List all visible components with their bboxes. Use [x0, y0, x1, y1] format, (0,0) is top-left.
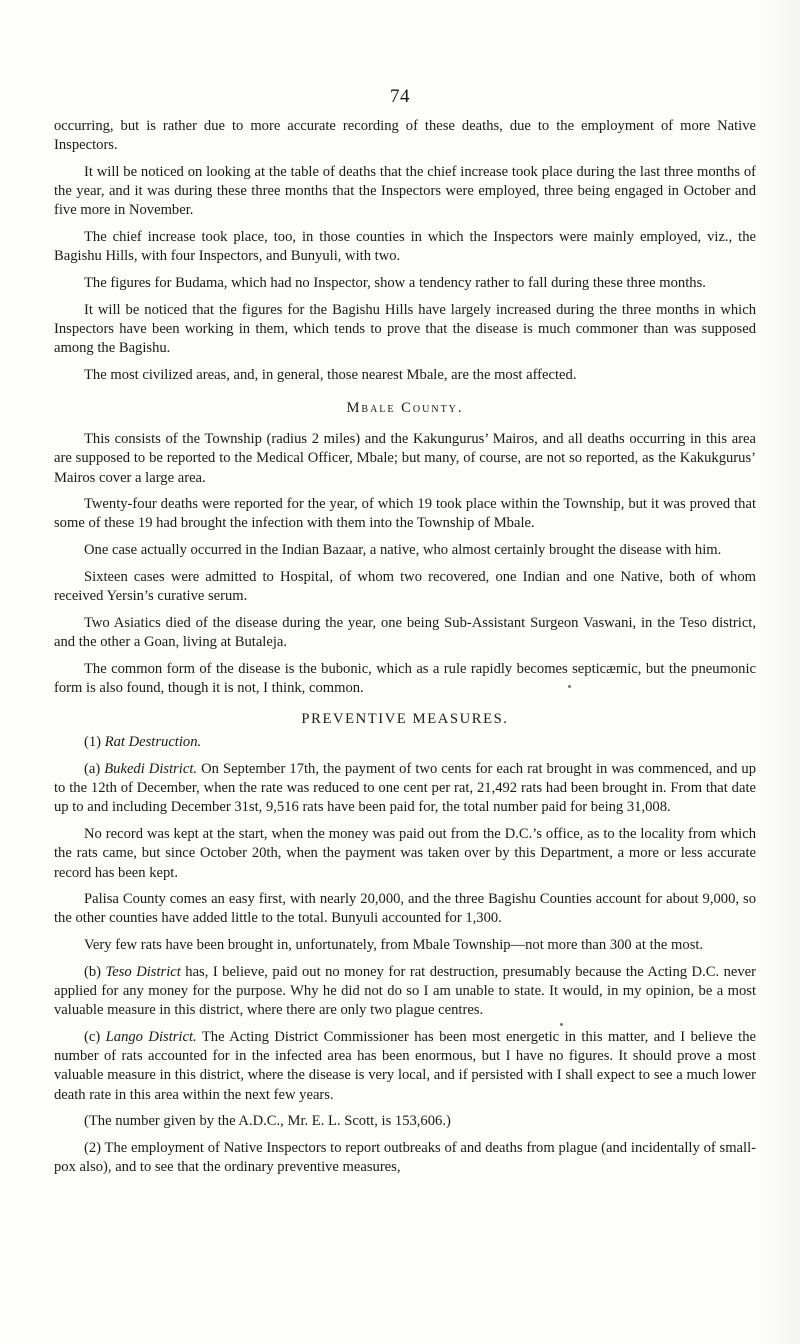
paragraph: It will be noticed on looking at the table of deaths that the chief increase took place during the last three months of the year, and it was during these three months that the Inspectors were employed, three being engaged in October and five more in November.	[54, 163, 756, 219]
paragraph: Sixteen cases were admitted to Hospital, of whom two recovered, one Indian and one Native, both of whom received Yersin’s curative serum.	[54, 568, 756, 605]
paragraph: One case actually occurred in the Indian Bazaar, a native, who almost certainly brought the disease with him.	[84, 542, 722, 559]
paragraph: Two Asiatics died of the disease during the year, one being Sub-Assistant Surgeon Vaswani, in the Teso district, and the other a Goan, living at Butaleja.	[54, 614, 756, 650]
paragraph: (2) The employment of Native Inspectors to report outbreaks of and deaths from plague (and incidentally of small-pox also), and to see that the ordinary preventive measures,	[54, 1139, 756, 1176]
paragraph: No record was kept at the start, when the money was paid out from the D.C.’s office, as to the locality from which the rats came, but since October 20th, when the payment was taken over by this Department, a more or less accurate record has been kept.	[54, 826, 756, 881]
margin-speck	[568, 685, 571, 688]
subheading-title: Rat Destruction.	[104, 734, 202, 751]
item-label: (c)	[84, 1028, 101, 1045]
item-label: (b)	[84, 963, 102, 980]
item-title: Bukedi District.	[104, 760, 198, 777]
paragraph: Twenty-four deaths were reported for the year, of which 19 took place within the Township, but it was proved that some of these 19 had brought the infection with them into the Township of Mbale.	[54, 496, 756, 532]
paragraph: Very few rats have been brought in, unfortunately, from Mbale Township—not more than 300 at the most.	[84, 937, 704, 954]
item-title: Lango District.	[105, 1028, 197, 1045]
item-label: (a)	[84, 760, 101, 777]
section-heading-mbale-county: Mbale County.	[346, 399, 464, 416]
page-number: 74	[390, 86, 410, 107]
subheading-number: (1)	[84, 734, 102, 751]
paragraph: The most civilized areas, and, in general, those nearest Mbale, are the most affected.	[84, 366, 577, 383]
section-heading-preventive-measures: PREVENTIVE MEASURES.	[301, 711, 509, 728]
paragraph: occurring, but is rather due to more accurate recording of these deaths, due to the employment of more Native Inspectors.	[54, 118, 756, 154]
paragraph: The figures for Budama, which had no Inspector, show a tendency rather to fall during these three months.	[84, 274, 706, 291]
paragraph-bukedi	[54, 760, 756, 818]
paragraph: It will be noticed that the figures for the Bagishu Hills have largely increased during the three months in which Inspectors have been working in them, which tends to prove that the disease is much commoner than was supposed among the Bagishu.	[54, 301, 756, 357]
margin-speck	[560, 1023, 563, 1026]
paragraph-teso	[54, 963, 756, 1021]
paragraph: This consists of the Township (radius 2 miles) and the Kakungurus’ Mairos, and all deaths occurring in this area are supposed to be reported to the Medical Officer, Mbale; but many, of course, are not so reported, as the Kakukgurus’ Mairos cover a large area.	[54, 431, 756, 486]
paragraph-note: (The number given by the A.D.C., Mr. E. L. Scott, is 153,606.)	[84, 1113, 451, 1130]
body-text	[54, 117, 756, 1185]
paragraph: The common form of the disease is the bubonic, which as a rule rapidly becomes septicæmic, but the pneumonic form is also found, though it is not, I think, common.	[54, 660, 756, 696]
item-text: has, I believe, paid out no money for rat destruction, presumably because the Acting D.C. never applied for any money for the purpose. Why he did not do so I am unable to state. It would, in my opinion, be a most valuable measure in this district, where there are only two plague centres.	[54, 963, 756, 1019]
item-title: Teso District	[105, 963, 181, 980]
page-edge-shadow	[760, 0, 800, 1344]
paragraph-lango	[54, 1028, 756, 1105]
paragraph: The chief increase took place, too, in those counties in which the Inspectors were mainly employed, viz., the Bagishu Hills, with four Inspectors, and Bunyuli, with two.	[54, 229, 756, 265]
subheading-rat-destruction	[54, 733, 756, 752]
item-text: The Acting District Commissioner has been most energetic in this matter, and I believe the number of rats accounted for in the infected area has been enormous, but I have no figures. It should prove a most valuable measure in this district, where the disease is very local, and if persisted with I shall expect to see a much lower death rate in this area within the next few years.	[54, 1028, 756, 1103]
paragraph: Palisa County comes an easy first, with nearly 20,000, and the three Bagishu Counties account for about 9,000, so the other counties have added little to the total. Bunyuli accounted for 1,300.	[54, 891, 756, 927]
item-text: On September 17th, the payment of two cents for each rat brought in was commenced, and up to the 12th of December, when the rate was reduced to one cent per rat, 21,492 rats had been brought in. From that date up to and including December 31st, 9,516 rats have been paid for, the total number paid for being 31,008.	[54, 760, 756, 816]
